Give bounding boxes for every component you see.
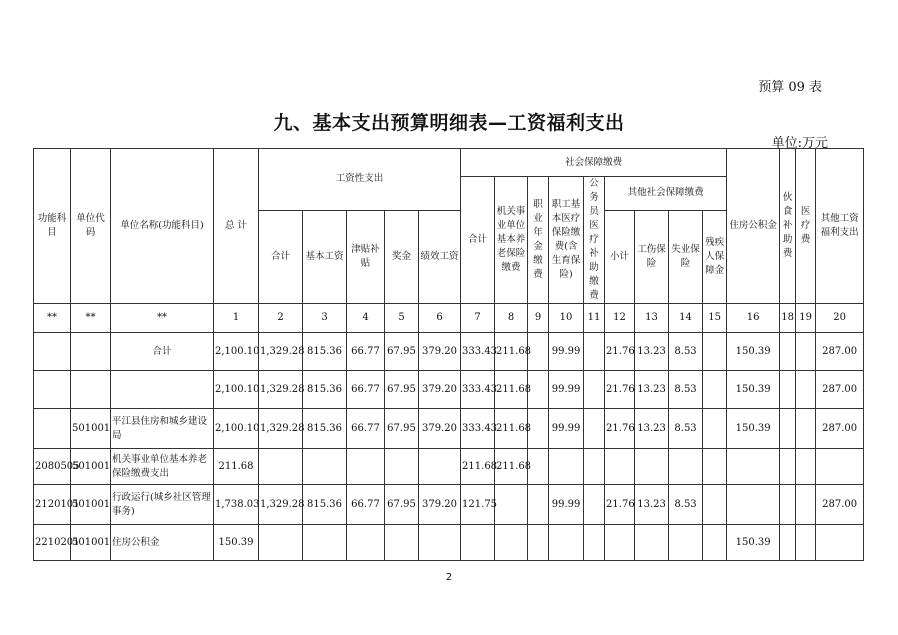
page-title: 九、基本支出预算明细表—工资福利支出 bbox=[273, 112, 625, 134]
amount-cell: 8.53 bbox=[669, 409, 703, 449]
amount-cell: 66.77 bbox=[347, 485, 385, 525]
amount-cell bbox=[347, 449, 385, 485]
amount-cell: 13.23 bbox=[635, 371, 669, 409]
index-cell: 19 bbox=[796, 304, 816, 333]
amount-cell bbox=[584, 485, 605, 525]
amount-cell: 1,329.28 bbox=[259, 371, 303, 409]
header-wage-total: 合计 bbox=[259, 210, 303, 303]
amount-cell: 287.00 bbox=[816, 409, 864, 449]
index-cell: 11 bbox=[584, 304, 605, 333]
header-medical: 职工基本医疗保险缴费(含生育保险) bbox=[549, 177, 584, 304]
unit-name-cell: 行政运行(城乡社区管理事务) bbox=[111, 485, 214, 525]
amount-cell: 2,100.10 bbox=[214, 409, 259, 449]
index-cell: 14 bbox=[669, 304, 703, 333]
amount-cell bbox=[669, 525, 703, 561]
amount-cell: 67.95 bbox=[385, 333, 419, 371]
func-code-cell bbox=[34, 333, 71, 371]
amount-cell: 211.68 bbox=[214, 449, 259, 485]
amount-cell bbox=[780, 371, 796, 409]
amount-cell: 13.23 bbox=[635, 333, 669, 371]
amount-cell: 67.95 bbox=[385, 485, 419, 525]
amount-cell bbox=[549, 449, 584, 485]
header-func-code: 功能科目 bbox=[34, 149, 71, 304]
amount-cell: 211.68 bbox=[495, 371, 528, 409]
amount-cell bbox=[796, 485, 816, 525]
header-basic-wage: 基本工资 bbox=[303, 210, 347, 303]
amount-cell bbox=[703, 371, 727, 409]
amount-cell bbox=[549, 525, 584, 561]
amount-cell bbox=[780, 409, 796, 449]
unit-code-cell: 501001 bbox=[71, 449, 111, 485]
table-row bbox=[34, 409, 864, 449]
table-row bbox=[34, 525, 864, 561]
amount-cell bbox=[259, 525, 303, 561]
form-number: 预算 09 表 bbox=[758, 80, 822, 95]
index-cell: 8 bbox=[495, 304, 528, 333]
func-code-cell: 2210201 bbox=[34, 525, 71, 561]
index-cell: 13 bbox=[635, 304, 669, 333]
amount-cell bbox=[303, 449, 347, 485]
amount-cell bbox=[259, 449, 303, 485]
amount-cell: 379.20 bbox=[419, 485, 461, 525]
func-code-cell: 2120101 bbox=[34, 485, 71, 525]
amount-cell bbox=[703, 449, 727, 485]
amount-cell: 333.43 bbox=[461, 409, 495, 449]
page-number: 2 bbox=[445, 572, 453, 583]
amount-cell: 99.99 bbox=[549, 333, 584, 371]
amount-cell: 21.76 bbox=[605, 485, 635, 525]
unit-label: 单位:万元 bbox=[771, 136, 828, 151]
amount-cell: 333.43 bbox=[461, 371, 495, 409]
amount-cell: 2,100.10 bbox=[214, 371, 259, 409]
amount-cell bbox=[703, 525, 727, 561]
index-cell: 6 bbox=[419, 304, 461, 333]
amount-cell bbox=[495, 485, 528, 525]
amount-cell: 287.00 bbox=[816, 371, 864, 409]
amount-cell bbox=[584, 449, 605, 485]
header-total: 总 计 bbox=[214, 149, 259, 304]
func-code-cell bbox=[34, 371, 71, 409]
amount-cell bbox=[419, 449, 461, 485]
amount-cell: 150.39 bbox=[727, 371, 780, 409]
index-cell: 5 bbox=[385, 304, 419, 333]
header-unit-name: 单位名称(功能科目) bbox=[111, 149, 214, 304]
amount-cell: 13.23 bbox=[635, 485, 669, 525]
amount-cell: 2,100.10 bbox=[214, 333, 259, 371]
unit-name-cell: 平江县住房和城乡建设局 bbox=[111, 409, 214, 449]
amount-cell: 99.99 bbox=[549, 485, 584, 525]
amount-cell bbox=[703, 485, 727, 525]
index-cell: 16 bbox=[727, 304, 780, 333]
amount-cell: 8.53 bbox=[669, 371, 703, 409]
amount-cell: 379.20 bbox=[419, 371, 461, 409]
table-row bbox=[34, 449, 864, 485]
amount-cell: 8.53 bbox=[669, 333, 703, 371]
amount-cell: 150.39 bbox=[727, 333, 780, 371]
index-cell: 4 bbox=[347, 304, 385, 333]
amount-cell bbox=[605, 525, 635, 561]
func-code-cell bbox=[34, 409, 71, 449]
unit-code-cell bbox=[71, 371, 111, 409]
amount-cell bbox=[461, 525, 495, 561]
unit-name-cell: 机关事业单位基本养老保险缴费支出 bbox=[111, 449, 214, 485]
amount-cell bbox=[635, 525, 669, 561]
header-civil-medical: 公务员医疗补助缴费 bbox=[584, 177, 605, 304]
amount-cell bbox=[584, 525, 605, 561]
amount-cell bbox=[780, 485, 796, 525]
amount-cell: 150.39 bbox=[727, 525, 780, 561]
header-wage-group: 工资性支出 bbox=[259, 149, 461, 211]
header-unemployment: 失业保险 bbox=[669, 210, 703, 303]
amount-cell: 333.43 bbox=[461, 333, 495, 371]
amount-cell: 211.68 bbox=[495, 409, 528, 449]
amount-cell: 21.76 bbox=[605, 333, 635, 371]
amount-cell bbox=[419, 525, 461, 561]
amount-cell bbox=[605, 449, 635, 485]
index-cell: 3 bbox=[303, 304, 347, 333]
amount-cell bbox=[780, 333, 796, 371]
header-medical-fee: 医疗费 bbox=[796, 149, 816, 304]
index-cell: 2 bbox=[259, 304, 303, 333]
header-other-welfare: 其他工资福利支出 bbox=[816, 149, 864, 304]
amount-cell: 815.36 bbox=[303, 485, 347, 525]
table-row bbox=[34, 333, 864, 371]
amount-cell: 211.68 bbox=[495, 449, 528, 485]
unit-name-cell: 合计 bbox=[111, 333, 214, 371]
index-cell: 20 bbox=[816, 304, 864, 333]
header-pension: 机关事业单位基本养老保险缴费 bbox=[495, 177, 528, 304]
amount-cell bbox=[584, 409, 605, 449]
amount-cell bbox=[669, 449, 703, 485]
amount-cell bbox=[385, 525, 419, 561]
amount-cell bbox=[796, 409, 816, 449]
amount-cell: 1,738.03 bbox=[214, 485, 259, 525]
amount-cell: 150.39 bbox=[214, 525, 259, 561]
index-cell: 9 bbox=[528, 304, 549, 333]
index-row bbox=[34, 304, 864, 333]
unit-code-cell bbox=[71, 333, 111, 371]
amount-cell: 21.76 bbox=[605, 409, 635, 449]
amount-cell bbox=[816, 449, 864, 485]
amount-cell: 8.53 bbox=[669, 485, 703, 525]
amount-cell: 1,329.28 bbox=[259, 409, 303, 449]
header-ss-total: 合计 bbox=[461, 177, 495, 304]
unit-code-cell: 501001 bbox=[71, 525, 111, 561]
header-disabled: 残疾人保障金 bbox=[703, 210, 727, 303]
table-row bbox=[34, 371, 864, 409]
budget-table bbox=[33, 148, 864, 561]
amount-cell bbox=[796, 333, 816, 371]
amount-cell: 1,329.28 bbox=[259, 485, 303, 525]
amount-cell bbox=[528, 485, 549, 525]
unit-name-cell bbox=[111, 371, 214, 409]
header-bonus: 奖金 bbox=[385, 210, 419, 303]
amount-cell bbox=[816, 525, 864, 561]
amount-cell: 379.20 bbox=[419, 333, 461, 371]
header-injury: 工伤保险 bbox=[635, 210, 669, 303]
amount-cell: 21.76 bbox=[605, 371, 635, 409]
amount-cell: 1,329.28 bbox=[259, 333, 303, 371]
amount-cell bbox=[796, 525, 816, 561]
amount-cell: 815.36 bbox=[303, 333, 347, 371]
amount-cell: 67.95 bbox=[385, 409, 419, 449]
header-other-total: 小计 bbox=[605, 210, 635, 303]
amount-cell bbox=[584, 333, 605, 371]
index-cell: 10 bbox=[549, 304, 584, 333]
index-cell: 18 bbox=[780, 304, 796, 333]
amount-cell bbox=[635, 449, 669, 485]
unit-code-cell: 501001 bbox=[71, 409, 111, 449]
amount-cell bbox=[703, 409, 727, 449]
amount-cell: 287.00 bbox=[816, 485, 864, 525]
unit-code-cell: 501001 bbox=[71, 485, 111, 525]
amount-cell bbox=[703, 333, 727, 371]
index-cell: 15 bbox=[703, 304, 727, 333]
amount-cell: 211.68 bbox=[461, 449, 495, 485]
header-meal: 伙食补助费 bbox=[780, 149, 796, 304]
amount-cell: 13.23 bbox=[635, 409, 669, 449]
index-cell: 1 bbox=[214, 304, 259, 333]
index-cell: ** bbox=[71, 304, 111, 333]
header-annuity: 职业年金缴费 bbox=[528, 177, 549, 304]
index-cell: 7 bbox=[461, 304, 495, 333]
func-code-cell: 2080505 bbox=[34, 449, 71, 485]
amount-cell: 287.00 bbox=[816, 333, 864, 371]
amount-cell bbox=[780, 525, 796, 561]
amount-cell bbox=[495, 525, 528, 561]
amount-cell: 66.77 bbox=[347, 371, 385, 409]
amount-cell: 66.77 bbox=[347, 333, 385, 371]
header-other-ss: 其他社会保障缴费 bbox=[605, 177, 727, 211]
amount-cell: 67.95 bbox=[385, 371, 419, 409]
amount-cell bbox=[796, 449, 816, 485]
amount-cell bbox=[796, 371, 816, 409]
amount-cell bbox=[780, 449, 796, 485]
header-unit-code: 单位代码 bbox=[71, 149, 111, 304]
amount-cell bbox=[303, 525, 347, 561]
index-cell: ** bbox=[111, 304, 214, 333]
unit-name-cell: 住房公积金 bbox=[111, 525, 214, 561]
amount-cell bbox=[385, 449, 419, 485]
amount-cell: 150.39 bbox=[727, 409, 780, 449]
index-cell: ** bbox=[34, 304, 71, 333]
table-row bbox=[34, 485, 864, 525]
amount-cell bbox=[727, 485, 780, 525]
amount-cell: 99.99 bbox=[549, 409, 584, 449]
amount-cell bbox=[584, 371, 605, 409]
header-allowance: 津贴补贴 bbox=[347, 210, 385, 303]
amount-cell: 211.68 bbox=[495, 333, 528, 371]
amount-cell: 815.36 bbox=[303, 371, 347, 409]
amount-cell: 379.20 bbox=[419, 409, 461, 449]
amount-cell bbox=[528, 525, 549, 561]
amount-cell: 815.36 bbox=[303, 409, 347, 449]
amount-cell: 66.77 bbox=[347, 409, 385, 449]
amount-cell bbox=[727, 449, 780, 485]
header-housing: 住房公积金 bbox=[727, 149, 780, 304]
amount-cell bbox=[347, 525, 385, 561]
amount-cell: 121.75 bbox=[461, 485, 495, 525]
amount-cell: 99.99 bbox=[549, 371, 584, 409]
header-ss-group: 社会保障缴费 bbox=[461, 149, 727, 177]
index-cell: 12 bbox=[605, 304, 635, 333]
header-performance: 绩效工资 bbox=[419, 210, 461, 303]
